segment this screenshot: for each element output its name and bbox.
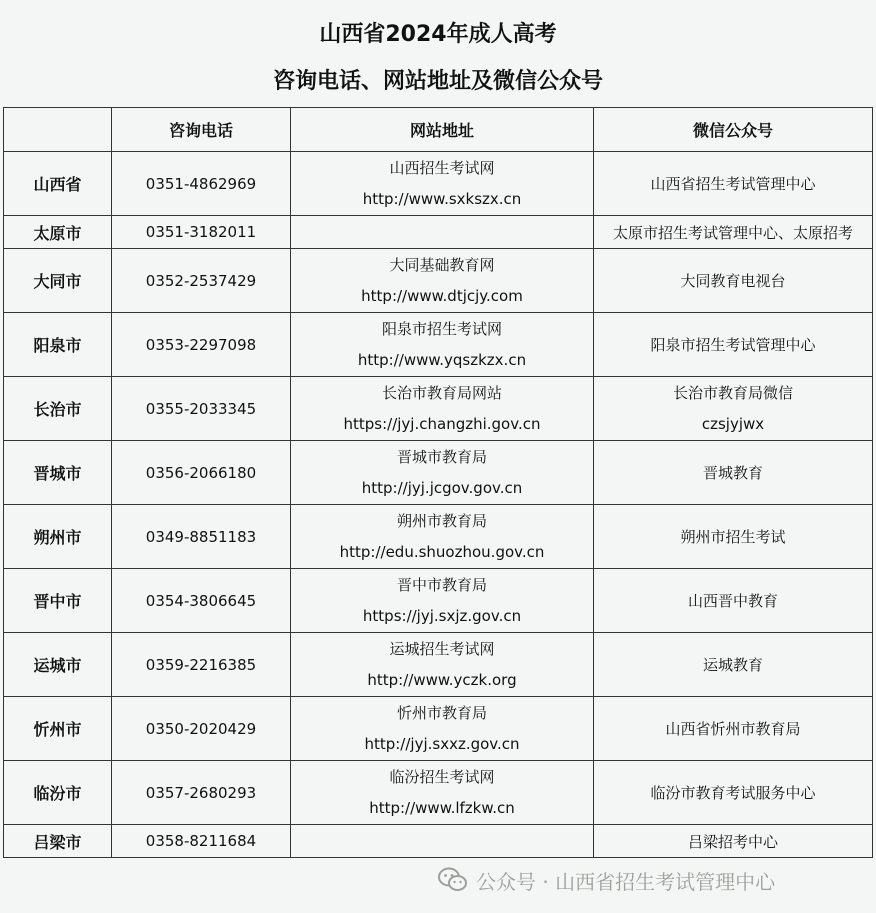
page-subtitle: 咨询电话、网站地址及微信公众号 — [272, 69, 603, 94]
website-url[interactable]: http://www.yqszkzx.cn — [357, 350, 527, 369]
website-name: 晋中市教育局 — [396, 575, 487, 594]
website-url[interactable]: http://jyj.sxxz.gov.cn — [364, 734, 520, 753]
city-cell: 忻州市 — [4, 697, 112, 761]
phone-cell: 0352-2537429 — [112, 249, 291, 313]
website-cell — [291, 633, 594, 697]
phone-cell: 0354-3806645 — [112, 569, 291, 633]
wechat-cell: 阳泉市招生考试管理中心 — [594, 313, 873, 377]
table-row — [4, 441, 873, 505]
website-url[interactable]: https://jyj.sxjz.gov.cn — [362, 606, 522, 625]
wechat-id: czsjyjwx — [701, 414, 765, 433]
website-cell — [291, 216, 594, 249]
website-url[interactable]: http://www.lfzkw.cn — [369, 798, 515, 817]
wechat-cell — [594, 377, 873, 441]
table-header-row — [4, 108, 873, 152]
website-name: 阳泉市招生考试网 — [381, 319, 502, 338]
wechat-icon — [438, 867, 468, 893]
wechat-cell: 大同教育电视台 — [594, 249, 873, 313]
website-url[interactable]: http://www.yczk.org — [367, 670, 517, 689]
wechat-cell: 吕梁招考中心 — [594, 825, 873, 858]
watermark-text: 公众号 · 山西省招生考试管理中心 — [476, 869, 776, 894]
wechat-name: 长治市教育局微信 — [672, 383, 793, 402]
table-row — [4, 505, 873, 569]
website-name: 晋城市教育局 — [396, 447, 487, 466]
city-cell: 阳泉市 — [4, 313, 112, 377]
website-name: 临汾招生考试网 — [389, 767, 495, 786]
website-cell — [291, 152, 594, 216]
website-cell — [291, 441, 594, 505]
table-row — [4, 569, 873, 633]
city-cell: 晋城市 — [4, 441, 112, 505]
website-url[interactable]: https://jyj.changzhi.gov.cn — [343, 414, 541, 433]
header-website: 网站地址 — [291, 108, 594, 152]
phone-cell: 0357-2680293 — [112, 761, 291, 825]
website-cell — [291, 249, 594, 313]
website-name: 忻州市教育局 — [396, 703, 487, 722]
table-row — [4, 313, 873, 377]
city-cell: 晋中市 — [4, 569, 112, 633]
wechat-cell: 晋城教育 — [594, 441, 873, 505]
table-row — [4, 633, 873, 697]
website-cell — [291, 761, 594, 825]
website-url[interactable]: http://www.dtjcjy.com — [361, 286, 523, 305]
table-row — [4, 761, 873, 825]
city-cell: 朔州市 — [4, 505, 112, 569]
wechat-cell: 山西省忻州市教育局 — [594, 697, 873, 761]
table-row — [4, 377, 873, 441]
phone-cell: 0350-2020429 — [112, 697, 291, 761]
wechat-cell: 临汾市教育考试服务中心 — [594, 761, 873, 825]
website-url[interactable]: http://www.sxkszx.cn — [362, 189, 522, 208]
phone-cell: 0349-8851183 — [112, 505, 291, 569]
phone-cell: 0351-3182011 — [112, 216, 291, 249]
city-cell: 长治市 — [4, 377, 112, 441]
header-city — [4, 108, 112, 152]
city-cell: 运城市 — [4, 633, 112, 697]
page-title: 山西省2024年成人高考 — [319, 22, 557, 47]
website-name: 大同基础教育网 — [389, 255, 495, 274]
website-cell — [291, 697, 594, 761]
wechat-cell: 运城教育 — [594, 633, 873, 697]
city-cell: 太原市 — [4, 216, 112, 249]
phone-cell: 0358-8211684 — [112, 825, 291, 858]
website-name: 山西招生考试网 — [389, 158, 495, 177]
website-cell — [291, 569, 594, 633]
website-cell — [291, 505, 594, 569]
table-row — [4, 249, 873, 313]
city-cell: 大同市 — [4, 249, 112, 313]
wechat-cell: 太原市招生考试管理中心、太原招考 — [594, 216, 873, 249]
phone-cell: 0351-4862969 — [112, 152, 291, 216]
website-url[interactable]: http://edu.shuozhou.gov.cn — [339, 542, 545, 561]
website-cell — [291, 377, 594, 441]
header-wechat: 微信公众号 — [594, 108, 873, 152]
website-name: 朔州市教育局 — [396, 511, 487, 530]
city-cell: 山西省 — [4, 152, 112, 216]
city-cell: 吕梁市 — [4, 825, 112, 858]
website-name: 运城招生考试网 — [389, 639, 495, 658]
phone-cell: 0353-2297098 — [112, 313, 291, 377]
wechat-cell: 山西省招生考试管理中心 — [594, 152, 873, 216]
phone-cell: 0359-2216385 — [112, 633, 291, 697]
table-row — [4, 152, 873, 216]
header-phone: 咨询电话 — [112, 108, 291, 152]
phone-cell: 0356-2066180 — [112, 441, 291, 505]
phone-cell: 0355-2033345 — [112, 377, 291, 441]
table-row — [4, 216, 873, 249]
website-cell — [291, 825, 594, 858]
wechat-cell: 山西晋中教育 — [594, 569, 873, 633]
city-cell: 临汾市 — [4, 761, 112, 825]
contact-table — [3, 107, 873, 858]
table-row — [4, 697, 873, 761]
wechat-cell: 朔州市招生考试 — [594, 505, 873, 569]
table-row — [4, 825, 873, 858]
website-name: 长治市教育局网站 — [381, 383, 502, 402]
watermark — [438, 866, 775, 894]
website-url[interactable]: http://jyj.jcgov.gov.cn — [361, 478, 523, 497]
website-cell — [291, 313, 594, 377]
